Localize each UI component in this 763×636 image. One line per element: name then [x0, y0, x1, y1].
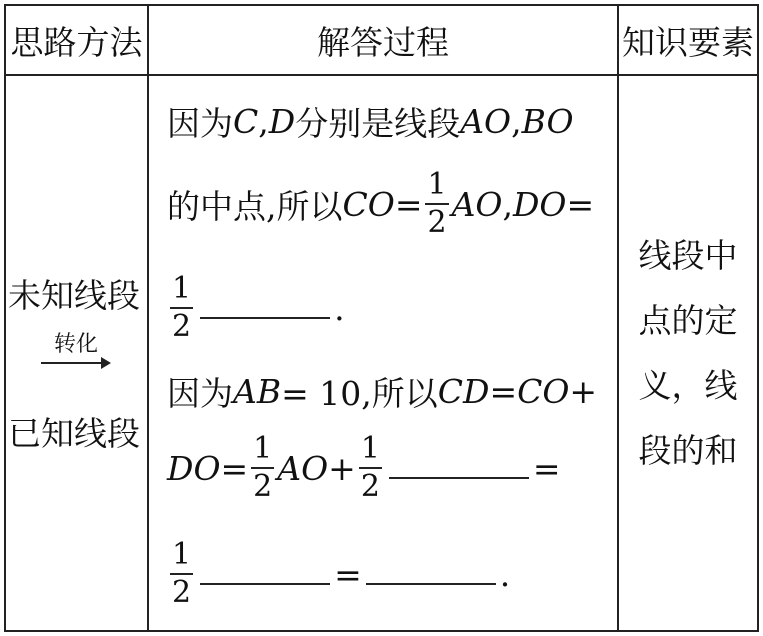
method-table: [4, 4, 759, 632]
solution-line-6: $\frac{1}{2}$ = .: [172, 537, 511, 610]
header-solution: 解答过程: [317, 22, 449, 62]
column-divider: [147, 6, 149, 630]
solution-line-3: $\frac{1}{2}$ .: [172, 271, 345, 344]
answer-blank[interactable]: [200, 317, 330, 319]
right-arrow-icon: [41, 356, 111, 370]
unknown-segment-text: 未知线段: [8, 276, 140, 315]
solution-line-5: DO = $\frac{1}{2}$ AO + $\frac{1}{2}$ =: [167, 431, 561, 504]
answer-blank[interactable]: [389, 477, 529, 479]
fraction-one-half: $\frac{1}{2}$: [253, 431, 273, 504]
answer-blank[interactable]: [200, 583, 330, 585]
header-method: 思路方法: [10, 22, 143, 62]
solution-line-2: 的中点,所以 CO = $\frac{1}{2}$ AO , DO =: [167, 167, 595, 240]
method-cell: [6, 76, 147, 630]
fraction-one-half: $\frac{1}{2}$: [172, 537, 192, 610]
fraction-one-half: $\frac{1}{2}$: [172, 271, 192, 344]
solution-line-1: 因为 C , D 分别是线段 AO , BO: [167, 101, 574, 143]
answer-blank[interactable]: [366, 583, 496, 585]
fraction-one-half: $\frac{1}{2}$: [360, 431, 380, 504]
transform-label: 转化: [53, 332, 98, 357]
knowledge-text: 线段中 点的定 义，线 段的和: [638, 236, 738, 470]
solution-cell: [151, 76, 617, 630]
transform-arrow: [41, 334, 111, 370]
header-knowledge: 知识要素: [622, 22, 754, 62]
known-segment-text: 已知线段: [8, 414, 140, 453]
knowledge-cell: [619, 76, 757, 630]
solution-line-4: 因为 AB = 10,所以 CD = CO +: [167, 371, 598, 413]
fraction-one-half: $\frac{1}{2}$: [427, 167, 447, 240]
